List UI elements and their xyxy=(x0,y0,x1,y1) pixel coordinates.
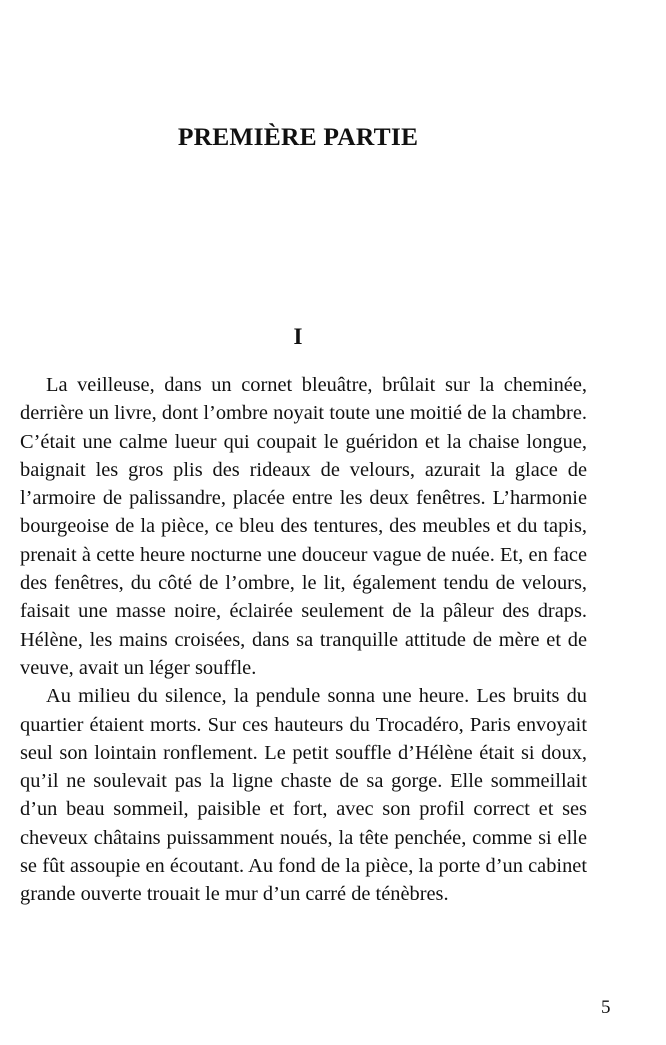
page-number: 5 xyxy=(601,997,611,1018)
part-title: PREMIÈRE PARTIE xyxy=(177,122,419,151)
chapter-title: I xyxy=(293,324,303,349)
chapter-body xyxy=(20,371,587,909)
paragraph: La veilleuse, dans un cornet bleuâtre, brûlait sur la cheminée, derrière un livre, dont l’ombre noyait toute une moitié de la chambre. C’était une calme lueur qui coupait le guéridon et la chaise longue, baignait les gros plis des rideaux de velours, azurait la glace de l’armoire de palissandre, placée entre les deux fenêtres. L’harmonie bourgeoise de la pièce, ce bleu des tentures, des meubles et du tapis, prenait à cette heure nocturne une douceur vague de nuée. Et, en face des fenêtres, du côté de l’ombre, le lit, également tendu de velours, faisait une masse noire, éclairée seulement de la pâleur des draps. Hélène, les mains croisées, dans sa tranquille attitude de mère et de veuve, avait un léger souffle. xyxy=(20,374,587,679)
paragraph: Au milieu du silence, la pendule sonna une heure. Les bruits du quartier étaient morts. Sur ces hauteurs du Trocadéro, Paris envoyait seul son lointain ronflement. Le petit souffle d’Hélène était si doux, qu’il ne soulevait pas la ligne chaste de sa gorge. Elle sommeillait d’un beau sommeil, paisible et fort, avec son profil correct et ses cheveux châtains puissamment noués, la tête penchée, comme si elle se fût assoupie en écoutant. Au fond de la pièce, la porte d’un cabinet grande ouverte trouait le mur d’un carré de ténèbres. xyxy=(20,685,587,906)
